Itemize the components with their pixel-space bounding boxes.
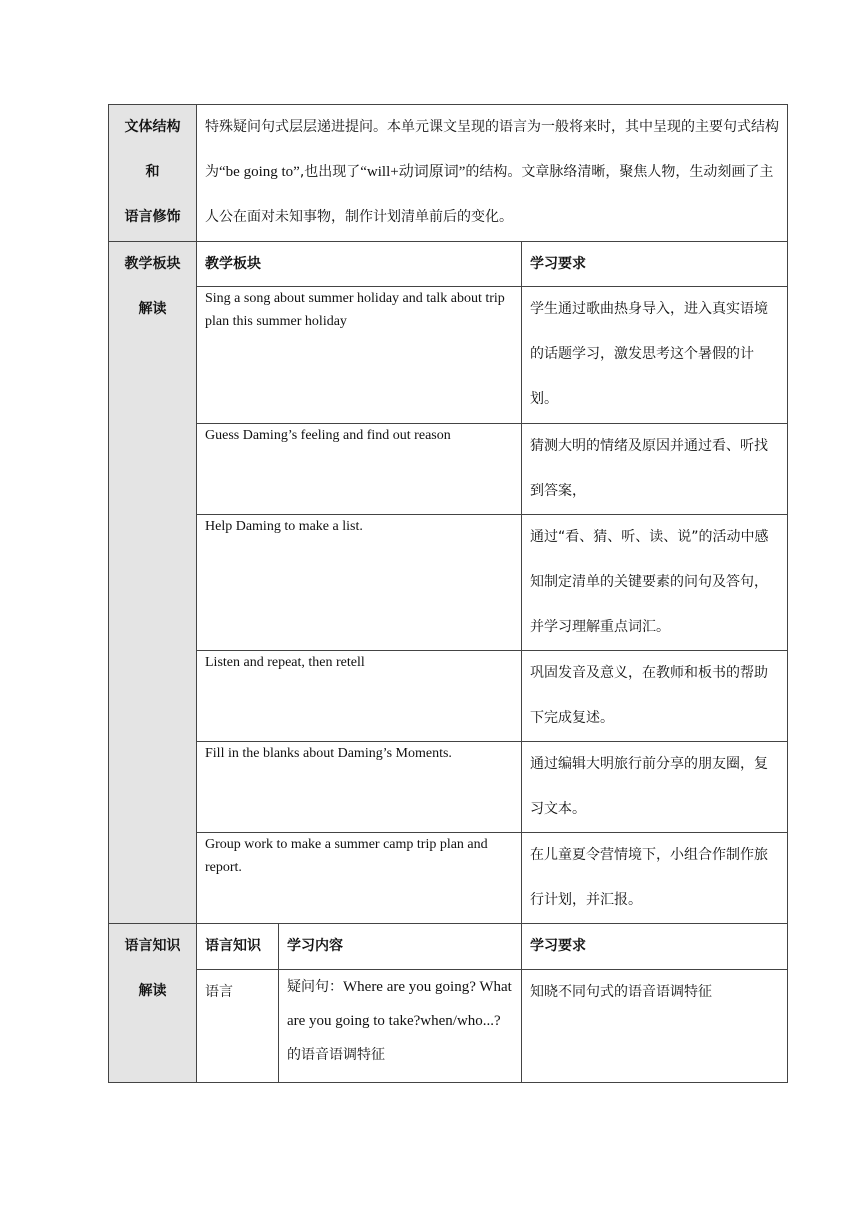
content-part: 疑问句： [287, 979, 343, 995]
teaching-header-row [109, 242, 788, 287]
req-cell: 通过编辑大明旅行前分享的朋友圈，复习文本。 [522, 742, 788, 833]
module-cell: Guess Daming’s feeling and find out reason [197, 424, 522, 515]
structure-label-line-3: 语言修饰 [124, 209, 181, 225]
table-row [109, 833, 788, 924]
content-part: Where are you going? What are you going to take?when/who...? [287, 979, 512, 1029]
structure-label-line-1: 文体结构 [124, 119, 181, 135]
structure-label [109, 105, 197, 242]
table-row [109, 515, 788, 651]
teaching-label-line-1: 教学板块 [124, 256, 181, 272]
structure-label-line-2: 和 [145, 164, 160, 180]
structure-row [109, 105, 788, 242]
req-cell: 猜测大明的情绪及原因并通过看、听找到答案， [522, 424, 788, 515]
req-cell: 通过“看、猜、听、读、说”的活动中感知制定清单的关键要素的问句及答句，并学习理解重点词汇。 [522, 515, 788, 651]
language-label-line-1: 语言知识 [124, 938, 181, 954]
language-header-row [109, 924, 788, 970]
req-cell: 学生通过歌曲热身导入，进入真实语境的话题学习，激发思考这个暑假的计划。 [522, 287, 788, 424]
teaching-header-module: 教学板块 [197, 242, 522, 287]
structure-text-part: 特殊疑问句式层层递进提问。本单元课文呈现的语言为一般将来时，其中呈现的主要句式结构为 [205, 119, 779, 180]
module-cell: Fill in the blanks about Daming’s Moments. [197, 742, 522, 833]
language-label [109, 924, 197, 1083]
structure-text-part: “be going to” [219, 164, 300, 180]
structure-text [197, 105, 788, 242]
teaching-header-req: 学习要求 [522, 242, 788, 287]
structure-text-part: “will+动词原词” [360, 164, 466, 180]
req-cell: 知晓不同句式的语音语调特征 [522, 970, 788, 1083]
lesson-analysis-table [108, 104, 788, 1083]
structure-text-part: 的结构。文章脉络清晰，聚焦人物，生动刻画了主人公在面对未知事物，制作计划清单前后的变化。 [205, 164, 774, 225]
module-cell: Listen and repeat, then retell [197, 651, 522, 742]
structure-text-part: ,也出现了 [299, 164, 361, 180]
language-header-content: 学习内容 [279, 924, 522, 970]
content-part: 的语音语调特征 [287, 1047, 385, 1063]
table-row [109, 970, 788, 1083]
knowledge-cell: 语言 [197, 970, 279, 1083]
teaching-label-line-2: 解读 [138, 301, 167, 317]
language-header-knowledge: 语言知识 [197, 924, 279, 970]
table-row [109, 287, 788, 424]
module-cell: Group work to make a summer camp trip plan and report. [197, 833, 522, 924]
table-row [109, 424, 788, 515]
teaching-label [109, 242, 197, 924]
content-cell [279, 970, 522, 1083]
module-cell: Sing a song about summer holiday and talk about trip plan this summer holiday [197, 287, 522, 424]
module-cell: Help Daming to make a list. [197, 515, 522, 651]
language-header-req: 学习要求 [522, 924, 788, 970]
language-label-line-2: 解读 [138, 983, 167, 999]
req-cell: 巩固发音及意义，在教师和板书的帮助下完成复述。 [522, 651, 788, 742]
table-row [109, 742, 788, 833]
table-row [109, 651, 788, 742]
req-cell: 在儿童夏令营情境下，小组合作制作旅行计划，并汇报。 [522, 833, 788, 924]
